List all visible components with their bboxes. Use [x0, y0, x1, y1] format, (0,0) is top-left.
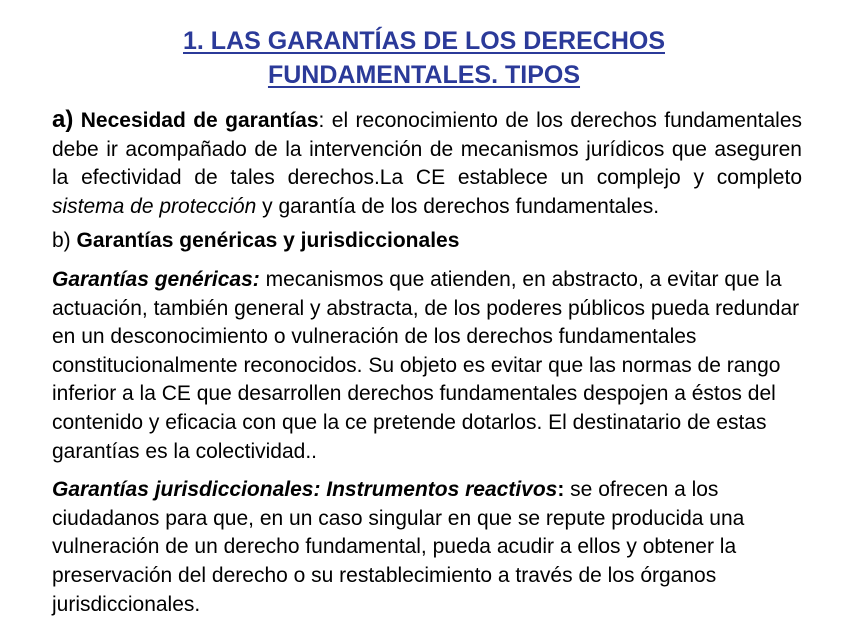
heading-necesidad-garantias: Necesidad de garantías [80, 109, 319, 132]
text-necesidad-part-1: : el reconocimiento de los derechos fundamentales debe ir acompañado de la intervención de mecanismos jurídicos que aseguren la efectividad de tales derechos.La CE establece un complejo y completo [52, 109, 802, 190]
page-title [0, 24, 848, 92]
text-garantias-genericas: mecanismos que atienden, en abstracto, a evitar que la actuación, también general y abstracta, de los poderes públicos pueda redundar en un desconocimiento o vulneración de los derechos fundamentales constitucionalmente reconocidos. Su objeto es evitar que las normas de rango inferior a la CE que desarrollen derechos fundamentales despojen a éstos del contenido y eficacia con que la ce pretende dotarlos. El destinatario de estas garantías es la colectividad.. [52, 267, 800, 463]
paragraph-garantias-jurisdiccionales [52, 476, 802, 619]
heading-garantias-genericas: Garantías genéricas: [52, 267, 260, 291]
heading-garantias-jurisdiccionales: Garantías jurisdiccionales: Instrumentos reactivos [52, 478, 558, 502]
text-necesidad-part-2: y garantía de los derechos fundamentales. [256, 194, 660, 218]
paragraph-garantias-genericas [52, 266, 802, 466]
emphasis-sistema-proteccion: sistema de protección [52, 194, 257, 218]
section-letter-b: b) [52, 229, 71, 253]
paragraph-garantias-heading [52, 227, 802, 256]
document-body [52, 106, 802, 619]
colon-jurisdiccionales: : [557, 478, 565, 502]
paragraph-necesidad-garantias [52, 106, 802, 221]
page-title-line-2: FUNDAMENTALES. TIPOS [267, 61, 581, 89]
heading-garantias-genericas-jurisdiccionales: Garantías genéricas y jurisdiccionales [76, 229, 460, 253]
section-letter-a: a) [52, 106, 74, 133]
page-title-line-1: 1. LAS GARANTÍAS DE LOS DERECHOS [183, 27, 665, 55]
text-garantias-jurisdiccionales: se ofrecen a los ciudadanos para que, en un caso singular en que se repute producida una vulneración de un derecho fundamental, pueda acudir a ellos y obtener la preservación del derecho o su restablecimiento a través de los órganos jurisdiccionales. [52, 478, 745, 616]
